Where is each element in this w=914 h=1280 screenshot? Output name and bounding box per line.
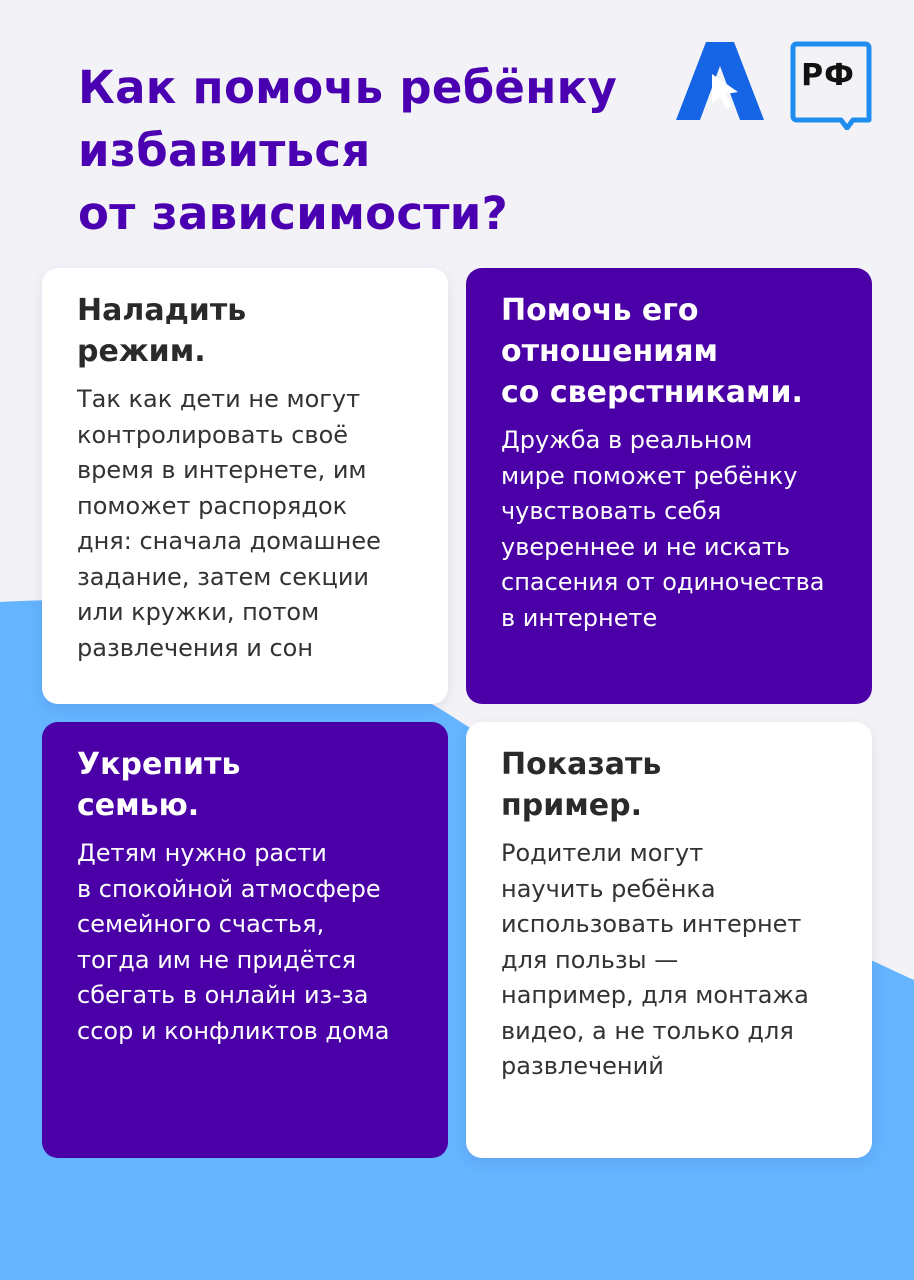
page-title — [78, 56, 617, 245]
card-family — [42, 722, 448, 1158]
card-text-line: Родители могут — [501, 839, 704, 867]
card-text-line: дня: сначала домашнее — [77, 527, 381, 555]
card-text-line: ссор и конфликтов дома — [77, 1016, 390, 1045]
card-routine — [42, 268, 448, 704]
card-title-line: семью. — [77, 788, 200, 823]
card-title-line: Наладить — [77, 293, 247, 328]
card-text-line: Дружба в реальном — [501, 426, 753, 454]
card-text-line: сбегать в онлайн из-за — [77, 981, 369, 1009]
card-text-line: мире поможет ребёнку — [501, 461, 798, 490]
card-title — [501, 290, 852, 413]
card-text-line: время в интернете, им — [77, 456, 367, 484]
card-title — [501, 744, 852, 826]
card-text-line: или кружки, потом — [77, 598, 320, 626]
card-peers — [466, 268, 872, 704]
card-text-line: Так как дети не могут — [77, 385, 361, 413]
card-text-line: задание, затем секции — [77, 562, 370, 591]
card-title — [77, 744, 428, 826]
card-text-line: видео, а не только для — [501, 1016, 794, 1045]
card-text-line: развлечений — [501, 1052, 664, 1080]
card-title-line: Помочь его — [501, 293, 699, 328]
card-text — [501, 423, 852, 636]
card-text-line: Детям нужно расти — [77, 839, 327, 867]
title-line: избавиться — [78, 124, 371, 177]
card-text-line: семейного счастья, — [77, 910, 325, 938]
card-text-line: для пользы — — [501, 945, 679, 974]
rf-logo-text: РФ — [801, 58, 855, 93]
card-title-line: Показать — [501, 747, 662, 782]
card-text-line: развлечения и сон — [77, 633, 314, 662]
card-text-line: контролировать своё — [77, 420, 349, 449]
card-title — [77, 290, 428, 372]
card-text-line: спасения от одиночества — [501, 568, 825, 596]
card-title-line: режим. — [77, 334, 206, 369]
card-text-line: увереннее и не искать — [501, 532, 791, 561]
card-text-line: тогда им не придётся — [77, 945, 357, 974]
card-title-line: отношениям — [501, 334, 719, 369]
brand-logos — [676, 40, 876, 132]
card-text-line: использовать интернет — [501, 910, 802, 938]
card-text-line: в интернете — [501, 603, 658, 632]
card-title-line: со сверстниками. — [501, 375, 803, 410]
card-text-line: например, для монтажа — [501, 981, 809, 1009]
card-example — [466, 722, 872, 1158]
card-text-line: в спокойной атмосфере — [77, 874, 381, 903]
title-line: Как помочь ребёнку — [78, 61, 618, 114]
title-line: от зависимости? — [78, 187, 508, 240]
card-text — [501, 836, 852, 1085]
card-title-line: пример. — [501, 788, 642, 823]
card-text — [77, 382, 428, 666]
card-text — [77, 836, 428, 1049]
card-text-line: поможет распорядок — [77, 491, 348, 520]
card-title-line: Укрепить — [77, 747, 241, 782]
card-text-line: научить ребёнка — [501, 874, 716, 903]
card-text-line: чувствовать себя — [501, 497, 722, 525]
a-letter-cursor-icon — [676, 42, 764, 120]
